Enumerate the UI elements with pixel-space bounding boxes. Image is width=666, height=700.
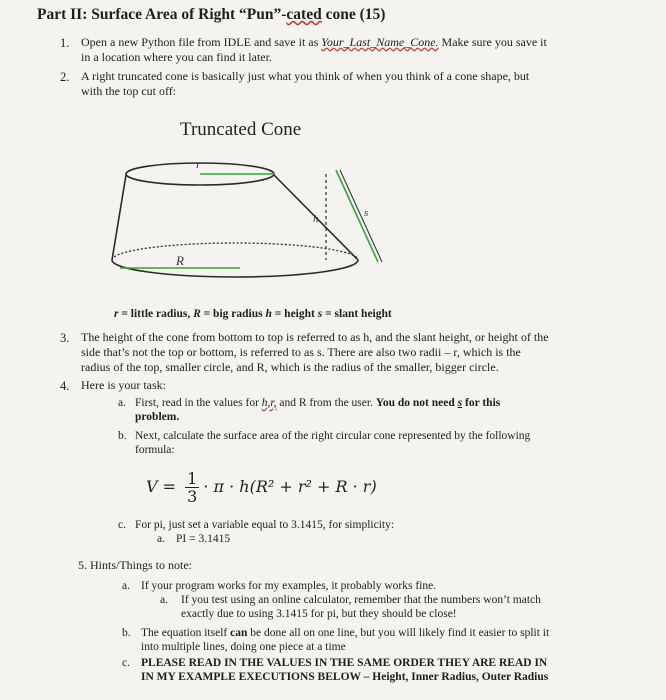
left-side-line [112,175,126,260]
task-c-a-label: a. [157,533,165,545]
label-R: R [176,253,184,268]
hint-a-label: a. [122,580,130,592]
task-c-label: c. [118,519,126,531]
page-title [37,6,385,24]
task-b-text: Next, calculate the surface area of the right circular cone represented by the following formula: [135,430,531,456]
diagram-legend: r = little radius, R = big radius h = height s = slant height [114,308,392,320]
label-h: h [313,213,319,225]
hint-c-text: PLEASE READ IN THE VALUES IN THE SAME ORDER THEY ARE READ IN IN MY EXAMPLE EXECUTIONS BELOW – Height, Inner Radius, Outer Radius [141,657,549,683]
hint-b-text: The equation itself can be done all on one line, but you will likely find it easier to split it into multiple lines, doing one piece at a time [141,627,550,653]
step-4-number: 4. [60,379,70,393]
step-2-number: 2. [60,70,70,84]
task-b-label: b. [118,430,127,442]
step-3-text: The height of the cone from bottom to top is referred to as h, and the slant height, or height of the side that’s not the top or bottom, is referred to as s. There are also two radii – r, which is the radius of the top, smaller circle, and R, which is the radius of the smaller, bigger circle. [81,330,549,374]
bottom-ellipse-back [112,243,358,260]
truncated-cone-diagram [100,140,400,310]
diagram-title: Truncated Cone [180,119,302,140]
fraction: $\frac{1}{3}$ [187,469,198,506]
volume-formula: V = $\frac{1}{3}$ · π · h(R² + r² + R · r) [146,469,377,506]
task-c-text: For pi, just set a variable equal to 3.1415, for simplicity: [135,519,395,531]
step-5-heading: 5. Hints/Things to note: [78,558,192,572]
hint-b-label: b. [122,627,131,639]
hint-a-a-label: a. [160,594,168,606]
task-a-text: First, read in the values for h,r, and R from the user. You do not need s for this problem. [135,397,501,423]
hint-a-a-text: If you test using an online calculator, remember that the numbers won’t match exactly due to using 3.1415 for pi, but they should be close! [181,594,541,620]
step-3-number: 3. [60,331,70,345]
pi-assignment: PI = 3.1415 [176,533,231,545]
title-underlined: cated [286,6,322,23]
hint-c-label: c. [122,657,130,669]
step-2-text: A right truncated cone is basically just what you think of when you think of a cone shape, but with the top cut off: [81,69,530,98]
slant-marker [336,170,378,262]
filename: Your_Last_Name_Cone. [321,35,439,49]
step-1-text: Open a new Python file from IDLE and save it as Your_Last_Name_Cone. Make sure you save it in a location where you can find it later. [81,35,547,64]
title-prefix: Part II: Surface Area of Right “Pun”- [37,6,287,23]
label-s: s [364,207,369,219]
step-4-text: Here is your task: [81,378,166,392]
label-r: r [196,157,201,171]
task-a-label: a. [118,397,126,409]
hint-a-text: If your program works for my examples, it probably works fine. [141,580,437,592]
title-suffix: cone (15) [321,6,386,23]
step-1-number: 1. [60,36,70,50]
